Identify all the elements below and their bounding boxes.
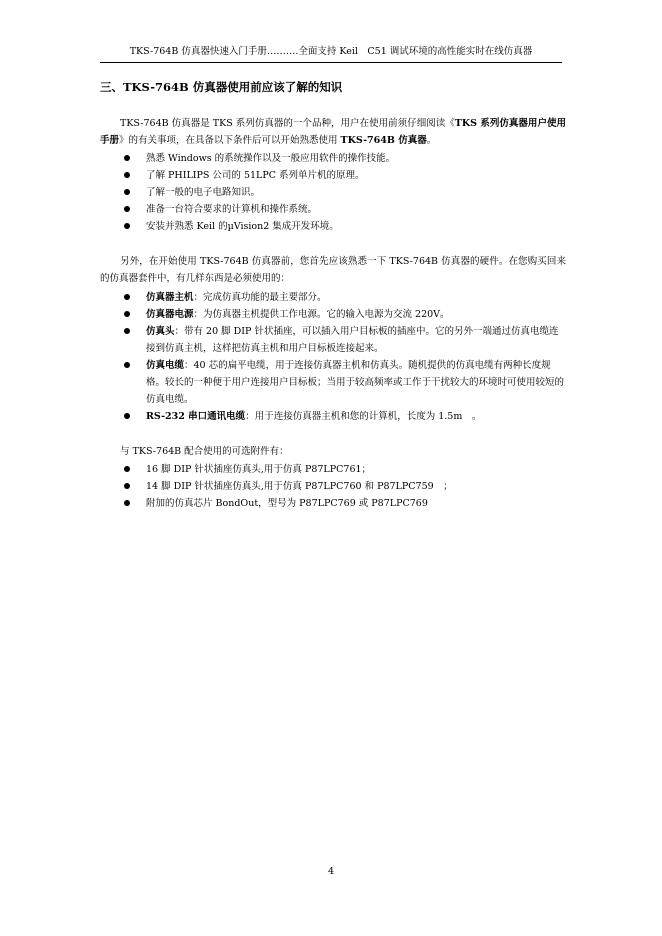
list-item: 仿真头：带有 20 脚 DIP 针状插座，可以插入用户目标板的插座中。它的另外一端通过仿真电缆连接到仿真主机，这样把仿真主机和用户目标板连接起来。 [100, 323, 566, 357]
list-item: 仿真器主机：完成仿真功能的最主要部分。 [100, 289, 566, 306]
intro-text-2: 》的有关事项，在具备以下条件后可以开始熟悉使用 [119, 135, 341, 146]
item-term: 仿真头 [146, 326, 175, 337]
product-name: TKS-764B 仿真器 [340, 135, 427, 146]
page-number: 4 [327, 866, 335, 877]
list-item: 附加的仿真芯片 BondOut，型号为 P87LPC769 或 P87LPC769 [100, 495, 566, 512]
list-item: 了解一般的电子电路知识。 [100, 184, 566, 201]
list-item: 16 脚 DIP 针状插座仿真头,用于仿真 P87LPC761； [100, 461, 566, 478]
bullet-icon [124, 328, 130, 334]
optional-paragraph: 与 TKS-764B 配合使用的可选附件有： [120, 446, 289, 457]
list-item: 了解 PHILIPS 公司的 51LPC 系列单片机的原理。 [100, 167, 566, 184]
bullet-icon [124, 155, 130, 161]
bullet-icon [124, 223, 130, 229]
kit-paragraph: 另外，在开始使用 TKS-764B 仿真器前，您首先应该熟悉一下 TKS-764B 仿真器的硬件。在您购买回来的仿真器套件中，有几样东西是必须使用的： [100, 256, 566, 284]
manual-title: TKS 系列仿真器用户使用手册 [100, 118, 566, 146]
header-rule [100, 62, 562, 63]
bullet-icon [124, 294, 130, 300]
bullet-icon [124, 311, 130, 317]
item-term: RS-232 串口通讯电缆 [146, 411, 246, 422]
section-title: 三、TKS-764B 仿真器使用前应该了解的知识 [100, 80, 343, 94]
list-item: 安装并熟悉 Keil 的µVision2 集成开发环境。 [100, 218, 566, 235]
optional-list [100, 461, 566, 512]
item-term: 仿真器主机 [146, 292, 194, 303]
prerequisite-list [100, 150, 566, 235]
list-item: 14 脚 DIP 针状插座仿真头,用于仿真 P87LPC760 和 P87LPC759 ； [100, 478, 566, 495]
bullet-icon [124, 172, 130, 178]
item-term: 仿真电缆 [146, 360, 185, 371]
kit-list [100, 289, 566, 425]
bullet-icon [124, 189, 130, 195]
running-header: TKS-764B 仿真器快速入门手册……….全面支持 Keil C51 调试环境的高性能实时在线仿真器 [129, 46, 533, 57]
intro-paragraph [100, 115, 566, 149]
bullet-icon [124, 362, 130, 368]
bullet-icon [124, 413, 130, 419]
list-item: 准备一台符合要求的计算机和操作系统。 [100, 201, 566, 218]
list-item: 仿真电缆：40 芯的扁平电缆，用于连接仿真器主机和仿真头。随机提供的仿真电缆有两种长度规格。较长的一种便于用户连接用户目标板；当用于较高频率或工作于干扰较大的环境时可使用较短的仿真电缆。 [100, 357, 566, 408]
bullet-icon [124, 466, 130, 472]
item-term: 仿真器电源 [146, 309, 194, 320]
intro-text-1: TKS-764B 仿真器是 TKS 系列仿真器的一个品种，用户在使用前须仔细阅读《 [120, 118, 455, 129]
intro-text-3: 。 [426, 135, 437, 146]
list-item: 熟悉 Windows 的系统操作以及一般应用软件的操作技能。 [100, 150, 566, 167]
bullet-icon [124, 500, 130, 506]
list-item: RS-232 串口通讯电缆：用于连接仿真器主机和您的计算机，长度为 1.5m 。 [100, 408, 566, 425]
bullet-icon [124, 483, 130, 489]
bullet-icon [124, 206, 130, 212]
list-item: 仿真器电源：为仿真器主机提供工作电源。它的输入电源为交流 220V。 [100, 306, 566, 323]
